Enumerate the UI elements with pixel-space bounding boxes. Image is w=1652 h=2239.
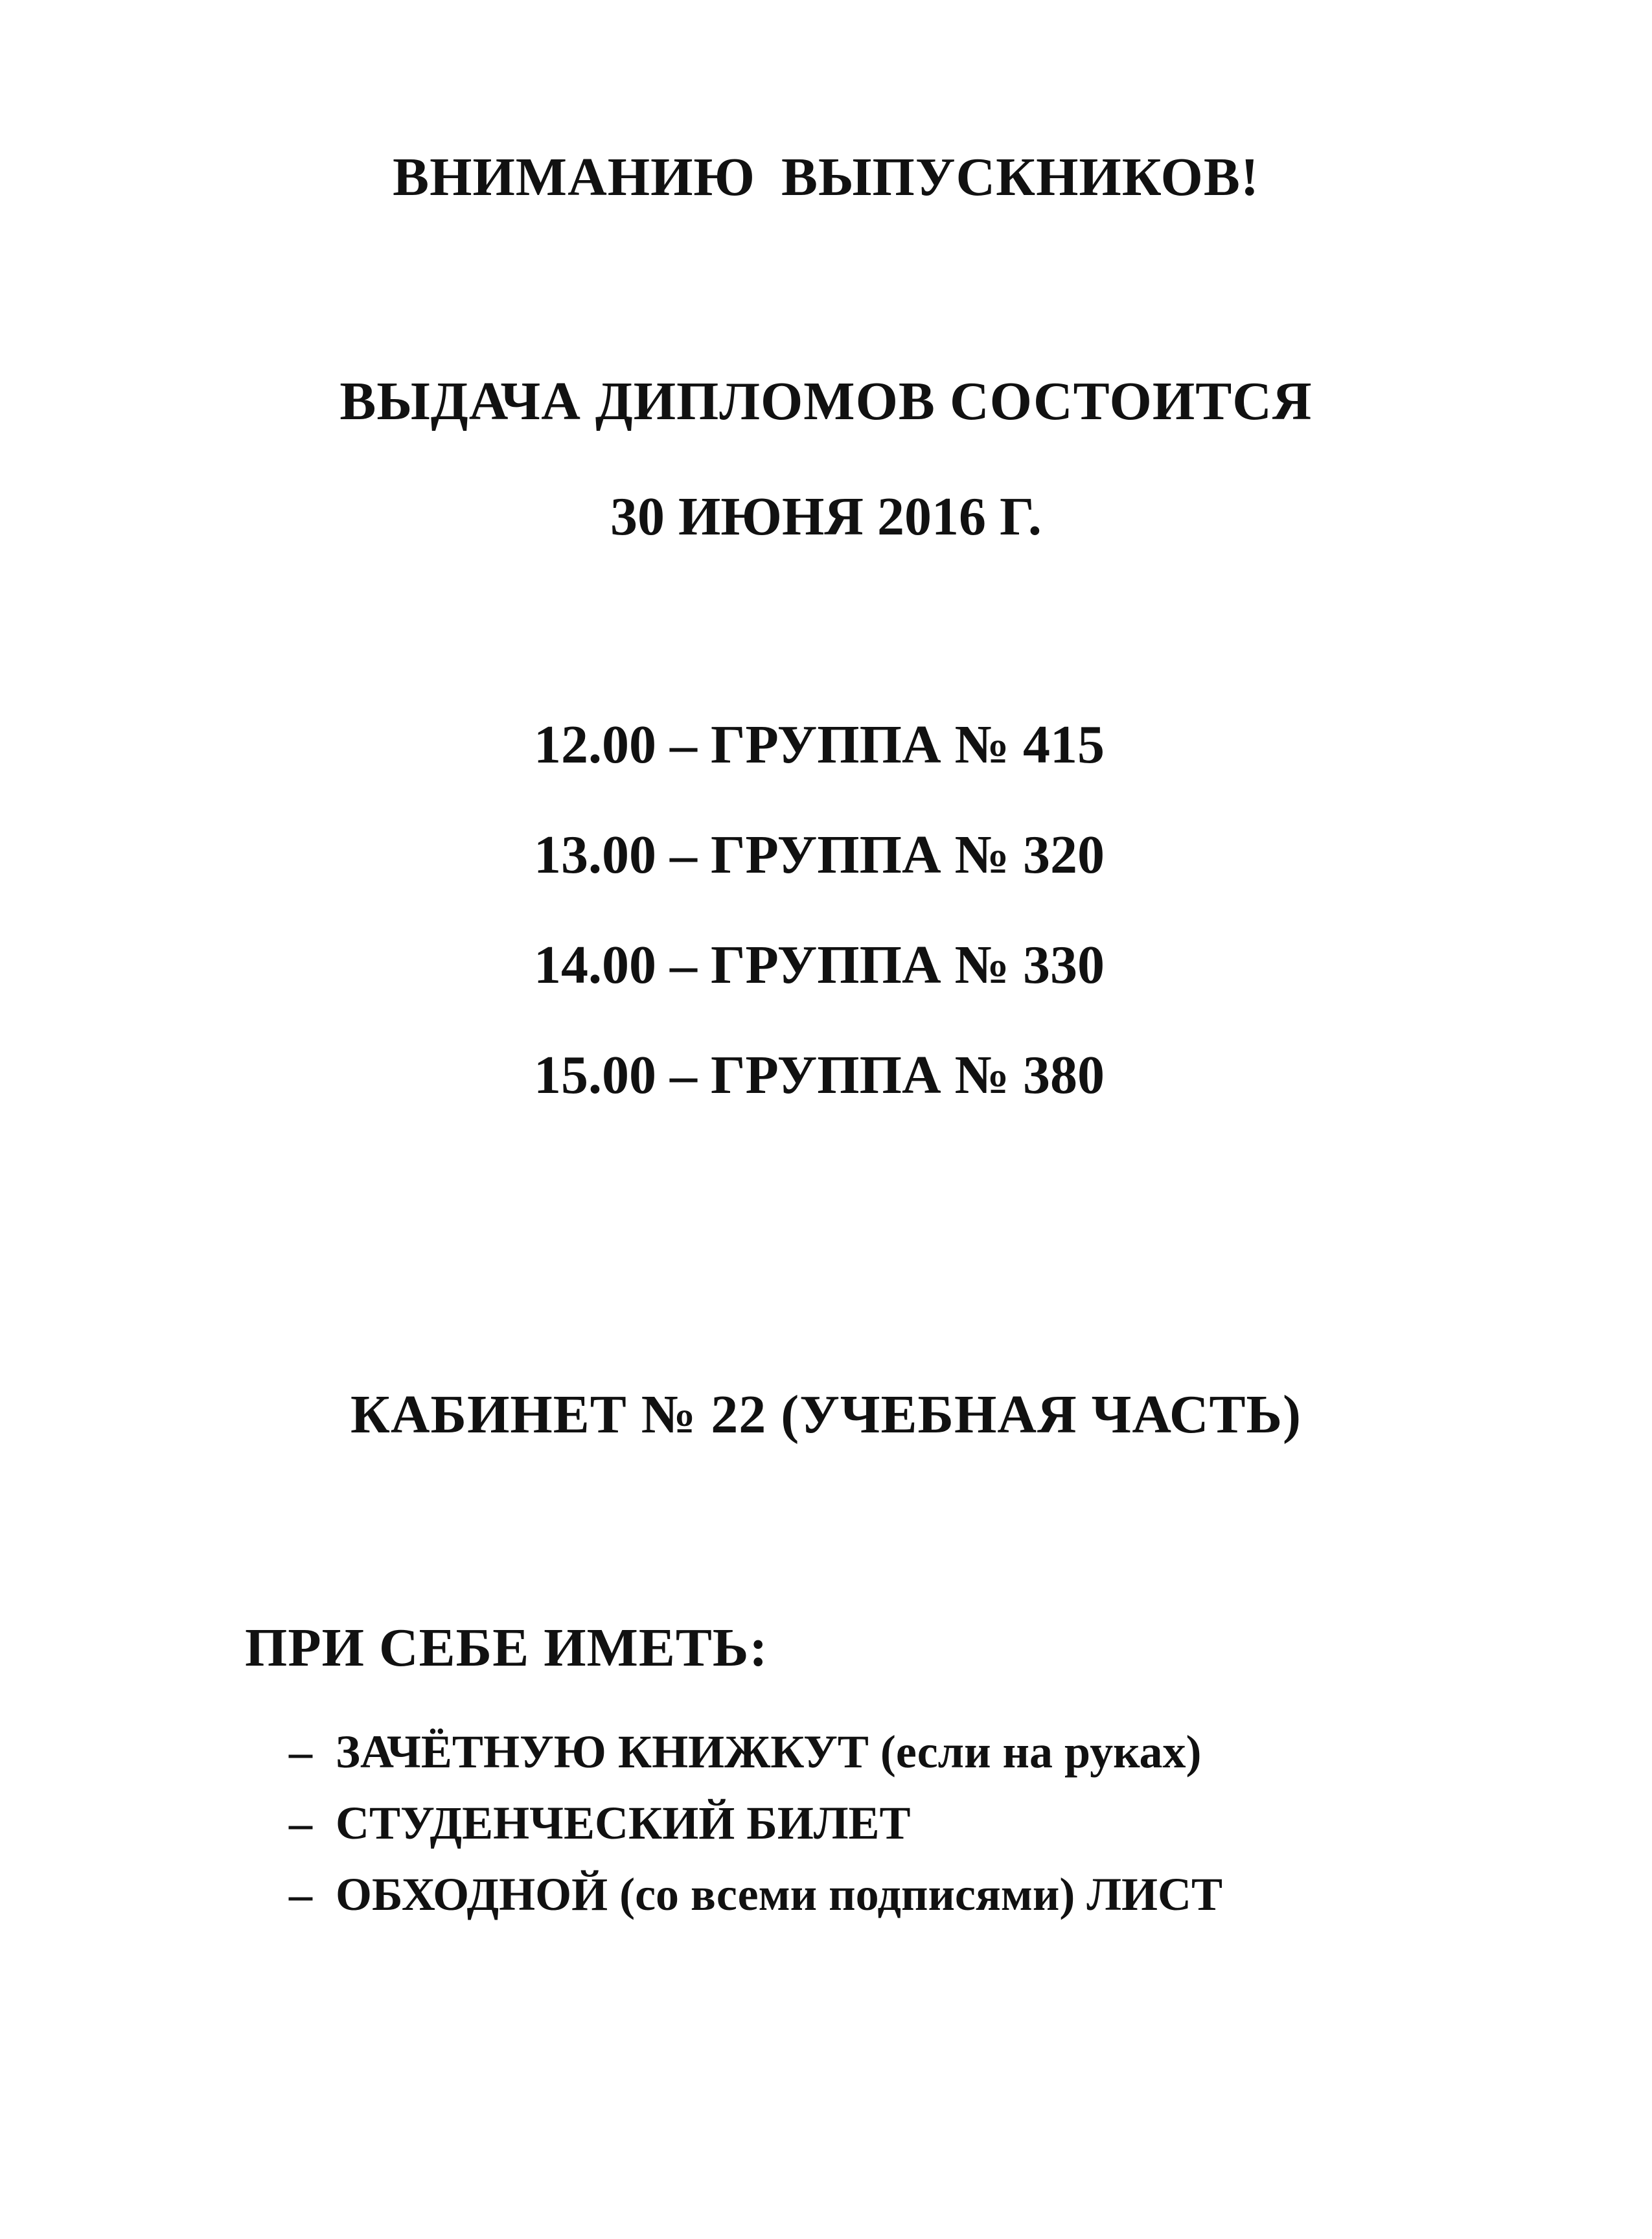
bring-heading: ПРИ СЕБЕ ИМЕТЬ: bbox=[245, 1618, 768, 1678]
list-dash: – bbox=[289, 1797, 312, 1849]
bring-item-text: СТУДЕНЧЕСКИЙ БИЛЕТ bbox=[336, 1797, 911, 1849]
notice-title: ВНИМАНИЮ ВЫПУСКНИКОВ! bbox=[393, 147, 1259, 207]
schedule-item: 13.00 – ГРУППА № 320 bbox=[534, 825, 1105, 885]
list-dash: – bbox=[289, 1868, 312, 1920]
bring-item-text: ЗАЧЁТНУЮ КНИЖКУТ (если на руках) bbox=[336, 1726, 1202, 1778]
announcement-date: 30 ИЮНЯ 2016 Г. bbox=[610, 487, 1042, 547]
schedule-item: 12.00 – ГРУППА № 415 bbox=[534, 715, 1105, 775]
bring-item-text: ОБХОДНОЙ (со всеми подписями) ЛИСТ bbox=[336, 1868, 1223, 1920]
list-dash: – bbox=[289, 1726, 312, 1778]
bring-item bbox=[289, 1797, 911, 1849]
schedule-item: 14.00 – ГРУППА № 330 bbox=[534, 935, 1105, 995]
bring-item bbox=[289, 1868, 1223, 1920]
schedule-item: 15.00 – ГРУППА № 380 bbox=[534, 1045, 1105, 1105]
room-info: КАБИНЕТ № 22 (УЧЕБНАЯ ЧАСТЬ) bbox=[350, 1384, 1302, 1445]
announcement-line-1: ВЫДАЧА ДИПЛОМОВ СОСТОИТСЯ bbox=[339, 371, 1313, 431]
bring-item bbox=[289, 1726, 1202, 1778]
